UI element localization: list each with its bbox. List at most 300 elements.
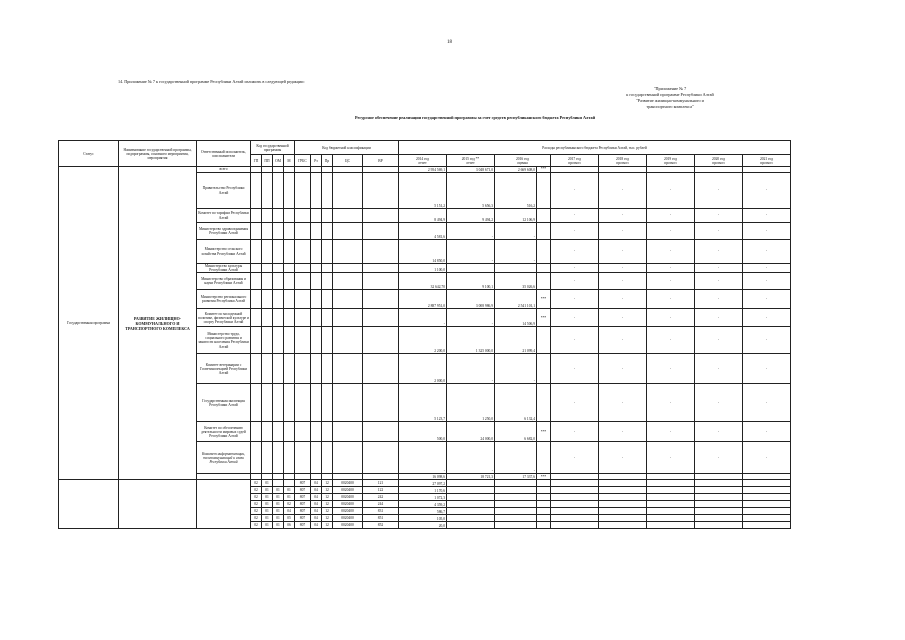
year-label: 2020 год [712, 156, 725, 161]
empty-cell [333, 309, 363, 327]
value-2015: - [447, 354, 495, 384]
empty-cell [447, 487, 495, 494]
value-mark [537, 327, 551, 354]
dash-cell: - [647, 442, 695, 474]
dash-cell: - [695, 209, 743, 223]
header-pp: ПП [262, 155, 273, 167]
empty-cell [363, 384, 399, 422]
header-vr: ВР [363, 155, 399, 167]
empty-cell [551, 515, 599, 522]
program-name-cell: РАЗВИТИЕ ЖИЛИЩНО-КОММУНАЛЬНОГО И ТРАНСПОРТНОГО КОМПЛЕКСА [119, 167, 197, 480]
empty-cell [273, 422, 284, 442]
empty-cell [743, 487, 791, 494]
executor-name: Министерство культуры Республики Алтай [197, 264, 251, 273]
total-mark: *** [537, 167, 551, 173]
executor-name: Комитет информатизации, телекоммуникаций и связи Республики Алтай [197, 442, 251, 474]
code-pp: 01 [262, 480, 273, 487]
empty-cell [251, 290, 262, 309]
empty-cell [262, 209, 273, 223]
dash-cell: - [695, 264, 743, 273]
value-mark [537, 264, 551, 273]
code-grbs: 807 [295, 501, 311, 508]
dash-cell: - [599, 422, 647, 442]
value-2015: - [447, 240, 495, 264]
empty-cell [333, 264, 363, 273]
empty-cell [197, 480, 251, 529]
dash-cell: - [551, 240, 599, 264]
detail-row [59, 480, 791, 487]
code-pr: 12 [322, 480, 333, 487]
empty-cell [251, 173, 262, 209]
header-year-2014 [399, 155, 447, 167]
empty-cell [495, 494, 537, 501]
empty-cell [743, 494, 791, 501]
empty-cell [262, 327, 273, 354]
code-om: 01 [273, 501, 284, 508]
detail-value-2014: 27 097,2 [399, 480, 447, 487]
dash-cell: - [743, 422, 791, 442]
empty-cell [284, 354, 295, 384]
empty-cell [551, 480, 599, 487]
empty-cell [447, 508, 495, 515]
empty-cell [363, 240, 399, 264]
empty-cell [322, 327, 333, 354]
executor-name: Правительство Республики Алтай [197, 173, 251, 209]
status-cell: Государственная программа [59, 167, 119, 480]
empty-cell [551, 522, 599, 529]
code-gp: 02 [251, 522, 262, 529]
detail-value-2014: 1 170,6 [399, 487, 447, 494]
empty-cell [284, 442, 295, 474]
code-rz: 04 [311, 501, 322, 508]
detail-value-2014: 586,7 [399, 508, 447, 515]
empty-cell [251, 264, 262, 273]
dash-cell: - [551, 384, 599, 422]
executor-name: Министерство образования и науки Республики Алтай [197, 273, 251, 290]
dash-cell: - [551, 309, 599, 327]
year-label: 2018 год [616, 156, 629, 161]
header-budget-class: Код бюджетной классификации [295, 141, 399, 155]
appendix-header [600, 86, 740, 110]
value-mark: *** [537, 290, 551, 309]
value-2016: 12 106,9 [495, 209, 537, 223]
empty-cell [284, 264, 295, 273]
dash-cell: - [599, 223, 647, 240]
code-vr: 242 [363, 494, 399, 501]
value-2016: - [495, 442, 537, 474]
empty-cell [363, 223, 399, 240]
empty-cell [551, 508, 599, 515]
total-label: всего [197, 167, 251, 173]
empty-cell [695, 508, 743, 515]
empty-cell [295, 240, 311, 264]
detail-value-2014: 105,0 [399, 515, 447, 522]
empty-cell [447, 480, 495, 487]
dash-cell: - [743, 290, 791, 309]
code-pr: 12 [322, 487, 333, 494]
value-2015 [447, 264, 495, 273]
code-gp: 02 [251, 515, 262, 522]
subtotal-mark: *** [537, 474, 551, 480]
empty-cell [284, 290, 295, 309]
code-pr: 12 [322, 494, 333, 501]
value-mark [537, 240, 551, 264]
dash-cell: - [647, 209, 695, 223]
header-gos-program-code: Код государственной программы [251, 141, 295, 155]
dash-cell: - [599, 384, 647, 422]
detail-value-2014: 20,0 [399, 522, 447, 529]
value-mark [537, 209, 551, 223]
total-2014: 2 954 569,1 [399, 167, 447, 173]
empty-cell [59, 480, 119, 529]
dash-cell: - [647, 309, 695, 327]
value-2014: - [399, 309, 447, 327]
code-cs: 0020400 [333, 480, 363, 487]
code-rz: 04 [311, 494, 322, 501]
empty-cell [251, 327, 262, 354]
empty-cell [447, 515, 495, 522]
year-label: 2019 год [664, 156, 677, 161]
total-2015: 3 048 671,0 [447, 167, 495, 173]
empty-cell [273, 264, 284, 273]
dash-cell: - [695, 173, 743, 209]
code-pp: 01 [262, 515, 273, 522]
empty-cell [284, 209, 295, 223]
empty-cell [311, 173, 322, 209]
empty-cell [295, 384, 311, 422]
dash-cell: - [695, 223, 743, 240]
value-mark [537, 273, 551, 290]
executor-name: Министерство регионального развития Республики Алтай [197, 290, 251, 309]
empty-cell [363, 309, 399, 327]
year-sublabel: отчет [466, 160, 475, 165]
header-year-2020 [695, 155, 743, 167]
code-vr: 244 [363, 501, 399, 508]
dash-cell: - [695, 442, 743, 474]
detail-value-2014: 1 072,3 [399, 494, 447, 501]
code-vr: 121 [363, 480, 399, 487]
code-om: 01 [273, 508, 284, 515]
detail-value-2014: 4 359,2 [399, 501, 447, 508]
year-sublabel: прогноз [664, 160, 677, 165]
year-sublabel: прогноз [568, 160, 581, 165]
header-gp: ГП [251, 155, 262, 167]
value-2015: - [447, 223, 495, 240]
dash-cell: - [743, 264, 791, 273]
empty-cell [695, 522, 743, 529]
dash-cell: - [599, 354, 647, 384]
empty-cell [363, 354, 399, 384]
empty-cell [295, 442, 311, 474]
value-mark: *** [537, 309, 551, 327]
value-2016: 6 682,0 [495, 422, 537, 442]
empty-cell [322, 309, 333, 327]
header-year-2021 [743, 155, 791, 167]
empty-cell [333, 290, 363, 309]
dash-cell: - [695, 273, 743, 290]
dash-cell: - [551, 209, 599, 223]
dash-cell: - [599, 309, 647, 327]
code-gp: 02 [251, 508, 262, 515]
code-vr: 122 [363, 487, 399, 494]
empty-cell [537, 487, 551, 494]
empty-cell [333, 384, 363, 422]
empty-cell [647, 487, 695, 494]
header-rz: Рз [311, 155, 322, 167]
value-mark [537, 384, 551, 422]
header-year-2016 [495, 155, 551, 167]
empty-cell [333, 209, 363, 223]
empty-cell [262, 273, 273, 290]
code-cs: 0020400 [333, 501, 363, 508]
empty-cell [363, 273, 399, 290]
empty-cell [322, 273, 333, 290]
code-rz: 04 [311, 515, 322, 522]
empty-cell [333, 273, 363, 290]
code-rz: 04 [311, 508, 322, 515]
code-rz: 04 [311, 487, 322, 494]
dash-cell: - [647, 240, 695, 264]
code-m: 01 [284, 487, 295, 494]
code-gp: 02 [251, 480, 262, 487]
code-pp: 01 [262, 487, 273, 494]
empty-cell [551, 494, 599, 501]
executor-name: Министерство сельского хозяйства Республики Алтай [197, 240, 251, 264]
dash-cell: - [647, 173, 695, 209]
empty-cell [251, 240, 262, 264]
dash-cell: - [599, 173, 647, 209]
empty-cell [695, 480, 743, 487]
page-number: 18 [447, 40, 452, 45]
empty-cell [284, 273, 295, 290]
dash-cell: - [647, 223, 695, 240]
value-2016: 6 132,4 [495, 384, 537, 422]
code-om: 01 [273, 522, 284, 529]
code-grbs: 807 [295, 487, 311, 494]
executor-name: Министерство труда, социального развития и занятости населения Республики Алтай [197, 327, 251, 354]
value-2016: 35 026,6 [495, 273, 537, 290]
value-2015: 1 250,0 [447, 384, 495, 422]
empty-cell [495, 515, 537, 522]
empty-cell [599, 508, 647, 515]
code-vr: 852 [363, 522, 399, 529]
empty-cell [599, 501, 647, 508]
code-grbs: 807 [295, 515, 311, 522]
value-mark [537, 173, 551, 209]
year-label: 2017 год [568, 156, 581, 161]
empty-cell [363, 264, 399, 273]
header-year-2019 [647, 155, 695, 167]
empty-cell [284, 327, 295, 354]
empty-cell [363, 442, 399, 474]
value-2014: 500,0 [399, 422, 447, 442]
empty-cell [322, 442, 333, 474]
appendix-line-2: к государственной программе Республики Алтай [626, 92, 714, 97]
value-2016: - [495, 223, 537, 240]
header-executor: Ответственный исполнитель, соисполнители [197, 141, 251, 167]
empty-cell [322, 209, 333, 223]
dash-cell: - [551, 290, 599, 309]
empty-cell [262, 309, 273, 327]
empty-cell [273, 327, 284, 354]
empty-cell [322, 422, 333, 442]
executor-name: Комитет по обеспечению деятельности мировых судей Республики Алтай [197, 422, 251, 442]
header-cs: ЦС [333, 155, 363, 167]
code-pp: 01 [262, 522, 273, 529]
executor-name: Государственная инспекция Республики Алтай [197, 384, 251, 422]
executor-name: Министерство здравоохранения Республики Алтай [197, 223, 251, 240]
dash-cell: - [551, 354, 599, 384]
empty-cell [311, 273, 322, 290]
empty-cell [495, 522, 537, 529]
value-2016 [495, 264, 537, 273]
dash-cell: - [743, 442, 791, 474]
empty-cell [295, 273, 311, 290]
empty-cell [311, 422, 322, 442]
empty-cell [743, 522, 791, 529]
empty-cell [363, 209, 399, 223]
empty-cell [262, 290, 273, 309]
empty-cell [311, 354, 322, 384]
value-2014: 1 100,0 [399, 264, 447, 273]
empty-cell [322, 173, 333, 209]
empty-cell [311, 442, 322, 474]
empty-cell [333, 422, 363, 442]
empty-cell [311, 309, 322, 327]
empty-cell [251, 384, 262, 422]
empty-cell [262, 422, 273, 442]
code-gp: 02 [251, 501, 262, 508]
empty-cell [447, 501, 495, 508]
code-gp: 02 [251, 494, 262, 501]
empty-cell [284, 240, 295, 264]
value-2014: - [399, 442, 447, 474]
empty-cell [284, 422, 295, 442]
dash-cell: - [599, 327, 647, 354]
empty-cell [322, 240, 333, 264]
dash-cell: - [695, 384, 743, 422]
empty-cell [284, 384, 295, 422]
empty-cell [273, 273, 284, 290]
value-2015: 3 008 986,9 [447, 290, 495, 309]
empty-cell [743, 508, 791, 515]
empty-cell [599, 515, 647, 522]
empty-cell [262, 173, 273, 209]
code-cs: 0020400 [333, 487, 363, 494]
dash-cell: - [599, 240, 647, 264]
dash-cell: - [743, 273, 791, 290]
executor-name: Комитет по молодежной политике, физической культуре и спорту Республики Алтай [197, 309, 251, 327]
empty-cell [537, 480, 551, 487]
dash-cell: - [695, 422, 743, 442]
value-mark [537, 354, 551, 384]
empty-cell [251, 309, 262, 327]
subtotal-2015: 18 721,3 [447, 474, 495, 480]
empty-cell [447, 494, 495, 501]
empty-cell [647, 508, 695, 515]
value-2014: 2 000,0 [399, 354, 447, 384]
code-m: 06 [284, 522, 295, 529]
code-pr: 12 [322, 508, 333, 515]
code-vr: 831 [363, 508, 399, 515]
empty-cell [262, 264, 273, 273]
empty-cell [311, 327, 322, 354]
dash-cell: - [647, 354, 695, 384]
total-2016: 2 669 608,0 [495, 167, 537, 173]
empty-cell [647, 494, 695, 501]
value-2016: 21 099,4 [495, 327, 537, 354]
empty-cell [599, 494, 647, 501]
value-2014: 4 581,6 [399, 223, 447, 240]
value-2014: 2 200,0 [399, 327, 447, 354]
dash-cell: - [551, 264, 599, 273]
value-2015: 9 100,1 [447, 273, 495, 290]
value-2014: 32 642,70 [399, 273, 447, 290]
empty-cell [295, 354, 311, 384]
appendix-line-1: "Приложение № 7 [653, 86, 687, 91]
value-2014: 14 850,0 [399, 240, 447, 264]
empty-cell [262, 223, 273, 240]
code-grbs: 807 [295, 494, 311, 501]
table-body [59, 141, 791, 529]
empty-cell [273, 354, 284, 384]
empty-cell [551, 501, 599, 508]
code-grbs: 807 [295, 480, 311, 487]
empty-cell [333, 327, 363, 354]
empty-cell [333, 442, 363, 474]
dash-cell: - [743, 173, 791, 209]
empty-cell [262, 442, 273, 474]
year-sublabel: прогноз [712, 160, 725, 165]
empty-cell [295, 290, 311, 309]
empty-cell [599, 480, 647, 487]
year-sublabel: прогноз [616, 160, 629, 165]
value-mark [537, 442, 551, 474]
year-label: 2016 год [516, 156, 529, 161]
header-pr: Пр [322, 155, 333, 167]
value-2015: - [447, 442, 495, 474]
code-m: 04 [284, 508, 295, 515]
dash-cell: - [743, 240, 791, 264]
empty-cell [647, 480, 695, 487]
empty-cell [447, 522, 495, 529]
code-m: 01 [284, 494, 295, 501]
empty-cell [495, 508, 537, 515]
value-2016: - [495, 354, 537, 384]
empty-cell [599, 487, 647, 494]
appendix-line-3: "Развитие жилищно-коммунального и [636, 98, 704, 103]
empty-cell [647, 515, 695, 522]
resource-table [58, 140, 791, 529]
empty-cell [273, 442, 284, 474]
empty-cell [322, 223, 333, 240]
dash-cell: - [551, 173, 599, 209]
empty-cell [495, 480, 537, 487]
empty-cell [322, 264, 333, 273]
dash-cell: - [743, 384, 791, 422]
empty-cell [311, 209, 322, 223]
subtotal-2016: 17 337,6 [495, 474, 537, 480]
dash-cell: - [743, 354, 791, 384]
empty-cell [295, 209, 311, 223]
code-gp: 02 [251, 487, 262, 494]
empty-cell [284, 223, 295, 240]
code-m: 05 [284, 515, 295, 522]
value-2016: 14 506,9 [495, 309, 537, 327]
code-grbs: 807 [295, 522, 311, 529]
code-om: 01 [273, 515, 284, 522]
header-grbs: ГРБС [295, 155, 311, 167]
